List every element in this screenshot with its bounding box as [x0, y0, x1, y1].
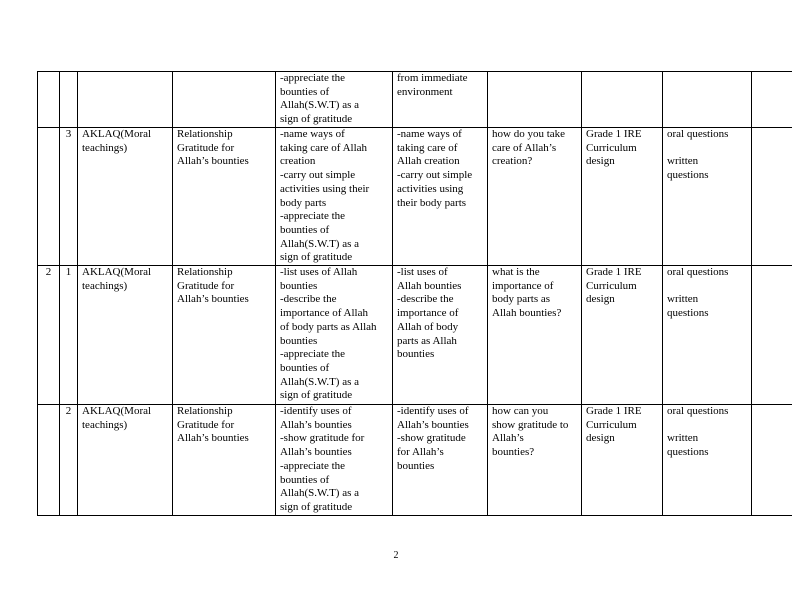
resources-cell: [582, 72, 663, 128]
week-cell: 2: [38, 266, 60, 405]
week-cell: [38, 128, 60, 266]
assessment-cell: oral questions written questions: [663, 266, 752, 405]
assessment-cell: oral questions written questions: [663, 405, 752, 516]
inquiry-question-cell: how do you take care of Allah’s creation?: [488, 128, 582, 266]
learning-experiences-cell: from immediate environment: [393, 72, 488, 128]
strand-cell: AKLAQ(Moral teachings): [78, 266, 173, 405]
learning-experiences-cell: -identify uses of Allah’s bounties -show gratitude for Allah’s bounties: [393, 405, 488, 516]
sub-strand-cell: Relationship Gratitude for Allah’s bounties: [173, 266, 276, 405]
inquiry-question-cell: how can you show gratitude to Allah’s bounties?: [488, 405, 582, 516]
lesson-cell: [60, 72, 78, 128]
strand-cell: AKLAQ(Moral teachings): [78, 405, 173, 516]
week-cell: [38, 72, 60, 128]
week-cell: [38, 405, 60, 516]
lesson-cell: 2: [60, 405, 78, 516]
lesson-cell: 3: [60, 128, 78, 266]
sub-strand-cell: Relationship Gratitude for Allah’s bounties: [173, 128, 276, 266]
table-row: [38, 405, 792, 516]
assessment-cell: [663, 72, 752, 128]
strand-cell: AKLAQ(Moral teachings): [78, 128, 173, 266]
reflection-cell: [752, 266, 792, 405]
learning-outcomes-cell: -appreciate the bounties of Allah(S.W.T) as a sign of gratitude: [276, 72, 393, 128]
learning-outcomes-cell: -list uses of Allah bounties -describe the importance of Allah of body parts as Allah bounties -appreciate the bounties of Allah(S.W.T) as a sign of gratitude: [276, 266, 393, 405]
sub-strand-cell: Relationship Gratitude for Allah’s bounties: [173, 405, 276, 516]
assessment-cell: oral questions written questions: [663, 128, 752, 266]
table-row: [38, 266, 792, 405]
inquiry-question-cell: [488, 72, 582, 128]
table-row: [38, 72, 792, 128]
lesson-cell: 1: [60, 266, 78, 405]
strand-cell: [78, 72, 173, 128]
reflection-cell: [752, 72, 792, 128]
learning-experiences-cell: -name ways of taking care of Allah creation -carry out simple activities using their body parts: [393, 128, 488, 266]
resources-cell: Grade 1 IRE Curriculum design: [582, 405, 663, 516]
learning-experiences-cell: -list uses of Allah bounties -describe the importance of Allah of body parts as Allah bounties: [393, 266, 488, 405]
learning-outcomes-cell: -identify uses of Allah’s bounties -show gratitude for Allah’s bounties -appreciate the bounties of Allah(S.W.T) as a sign of gratitude: [276, 405, 393, 516]
sub-strand-cell: [173, 72, 276, 128]
reflection-cell: [752, 128, 792, 266]
resources-cell: Grade 1 IRE Curriculum design: [582, 128, 663, 266]
reflection-cell: [752, 405, 792, 516]
learning-outcomes-cell: -name ways of taking care of Allah creation -carry out simple activities using their body parts -appreciate the bounties of Allah(S.W.T) as a sign of gratitude: [276, 128, 393, 266]
scheme-of-work-table: [37, 71, 792, 516]
table-row: [38, 128, 792, 266]
inquiry-question-cell: what is the importance of body parts as Allah bounties?: [488, 266, 582, 405]
resources-cell: Grade 1 IRE Curriculum design: [582, 266, 663, 405]
page-number: 2: [393, 550, 399, 561]
